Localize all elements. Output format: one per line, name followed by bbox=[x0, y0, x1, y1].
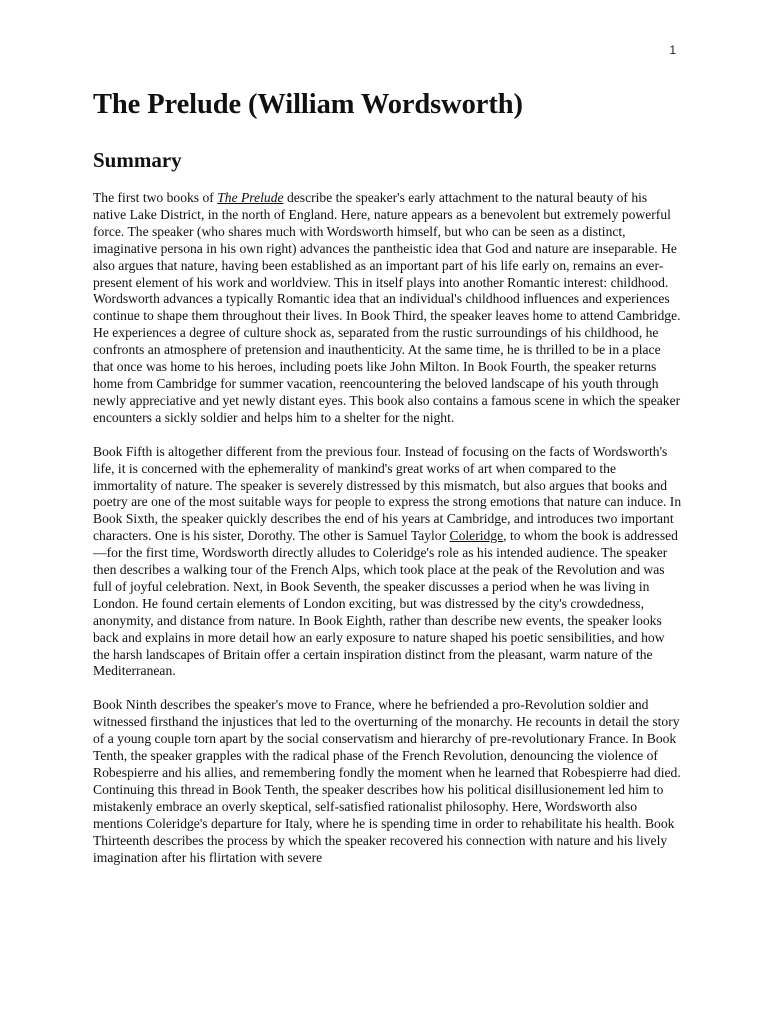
paragraph-1 bbox=[93, 190, 682, 427]
paragraph-2 bbox=[93, 444, 682, 681]
coleridge-link[interactable]: Coleridge bbox=[449, 528, 504, 544]
section-heading: Summary bbox=[93, 148, 182, 172]
document-title: The Prelude (William Wordsworth) bbox=[93, 89, 523, 120]
document-body bbox=[93, 86, 682, 883]
paragraph-2-intro: Book Fifth is altogether different from the previous four. Instead of focusing on the facts of Wordsworth's life, it is concerned with the ephemerality of mankind's great works of art when compared to the immortality of nature. The speaker is severely distressed by this mismatch, but also argues that books and poetry are one of the most suitable ways for people to express the strong emotions that nature can induce. In Book Sixth, the speaker quickly describes the end of his years at Cambridge, and introduces two important characters. One is his sister, Dorothy. The other is Samuel Taylor bbox=[93, 443, 682, 544]
paragraph-3: Book Ninth describes the speaker's move to France, where he befriended a pro-Revolution soldier and witnessed firsthand the injustices that led to the overturning of the monarchy. He recounts in detail the story of a young couple torn apart by the social conservatism and hierarchy of pre-revolutionary France. In Book Tenth, the speaker grapples with the radical phase of the French Revolution, denouncing the violence of Robespierre and his allies, and remembering fondly the moment when he learned that Robespierre had died. Continuing this thread in Book Tenth, the speaker describes how his political disillusionement led him to mistakenly embrace an overly skeptical, self-satisfied rationalist philosophy. Here, Wordsworth also mentions Coleridge's departure for Italy, where he is spending time in order to rehabilitate his health. Book Thirteenth describes the process by which the speaker recovered his connection with nature and his lively imagination after his flirtation with severe bbox=[93, 697, 681, 865]
paragraph-1-intro: The first two books of bbox=[93, 190, 218, 205]
paragraph-1-body: describe the speaker's early attachment to the natural beauty of his native Lake District, in the north of England. Here, nature appears as a benevolent but extremely powerful force. The speaker (who shares much with Wordsworth himself, but who can be seen as a distinct, imaginative persona in his own right) advances the pantheistic idea that God and nature are inseparable. He also argues that nature, having been established as an important part of his life early on, remains an ever-present element of his work and worldview. This in itself plays into another Romantic interest: childhood. Wordsworth advances a typically Romantic idea that an individual's childhood influences and experiences continue to shape them throughout their lives. In Book Third, the speaker leaves home to attend Cambridge. He experiences a degree of culture shock as, separated from the rustic surroundings of his childhood, he confronts an atmosphere of pretension and inauthenticity. At the same time, he is thrilled to be in a place that once was home to his heroes, including poets like John Milton. In Book Fourth, the speaker returns home from Cambridge for summer vacation, reencountering the beloved landscape of his youth through newly appreciative and yet newly distant eyes. This book also contains a famous scene in which the speaker encounters a sickly soldier and helps him to a shelter for the night. bbox=[93, 190, 681, 425]
work-title-link[interactable]: The Prelude bbox=[217, 190, 284, 205]
page-number: 1 bbox=[669, 43, 676, 57]
paragraph-2-body: , to whom the book is addressed—for the first time, Wordsworth directly alludes to Coleridge's role as his intended audience. The speaker then describes a walking tour of the French Alps, which took place at the peak of the Revolution and was full of joyful celebration. Next, in Book Seventh, the speaker discusses a period when he was living in London. He found certain elements of London exciting, but was distressed by the city's crowdedness, anonymity, and distance from nature. In Book Eighth, rather than describe new events, the speaker looks back and explains in more detail how an early exposure to nature shaped his poetic sensibilities, and how the harsh landscapes of Britain offer a certain inspiration distinct from the pleasant, warm nature of the Mediterranean. bbox=[93, 528, 678, 679]
